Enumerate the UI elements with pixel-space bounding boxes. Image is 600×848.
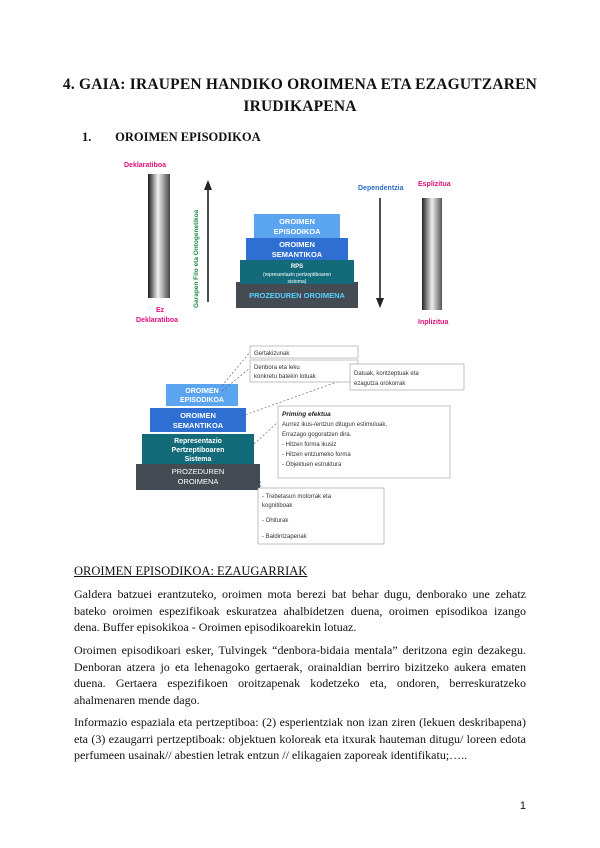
paragraph-1: Galdera batzuei erantzuteko, oroimen mota berezi bat behar dugu, denborako une zehatz bateko oroimen espezifikoak eskuratzea ahalbidetzen duena, oroimen episodikoa izango dena. Buffer episokikoa - Oroimen episodikoarekin lotuaz. [74,587,526,634]
prs-label-3: sistema) [287,279,307,285]
procedural-label-2a: PROZEDUREN [171,467,225,476]
recall-note: Gertakizunak [254,351,290,357]
semantic-label-2: SEMANTIKOA [271,250,323,259]
priming-line-3: - Hitzen forma ikusiz [282,442,337,448]
priming-line-1: Aurrez ikus-/entzun ditugun estimuluak, [282,422,388,428]
facts-note-2: ezagutza orokorrak [354,381,406,387]
context-note-1: Denbora eta leku [254,365,300,371]
skills-line-2: kognitiboak [262,503,293,509]
skills-line-1: - Trebetasun motorrak eta [262,494,332,500]
facts-note-1: Datuak, kontzeptuak eta [354,371,419,377]
non-declarative-label-2: Deklaratiboa [136,317,179,324]
representation-label-2: Pertzeptiboaren [171,447,225,454]
non-declarative-label-1: Ez [156,307,165,314]
chapter-title: 4. GAIA: IRAUPEN HANDIKO OROIMENA ETA EZAGUTZAREN IRUDIKAPENA [62,76,538,115]
representation-label-1: Representazio [174,438,222,445]
representation-label-3: Sistema [184,456,212,463]
semantic-label-2b: SEMANTIKOA [172,421,224,430]
skills-line-4: - Baldintzapenak [262,534,307,540]
semantic-label-2a: OROIMEN [180,411,216,420]
explicit-gradient-bar [422,198,442,310]
memory-annotations-diagram [118,336,470,546]
episodic-label-1: OROIMEN [279,217,315,226]
development-axis-label: Garapen Filo eta Ontogenetikoa [193,209,200,308]
episodic-label-2b: EPISODIKOA [180,397,224,404]
priming-line-2: Errazago gogoratzen dira. [282,432,352,438]
procedural-label-2b: OROIMENA [177,477,219,486]
priming-line-4: - Hitzen entzumeko forma [282,452,351,458]
arrow-up-icon [204,180,212,190]
skills-line-3: - Ohiturak [262,518,289,524]
declarative-gradient-bar [148,174,170,298]
page-number: 1 [519,800,526,812]
explicit-label: Esplizitua [418,181,451,188]
prs-label-1: RPS [290,264,304,270]
memory-hierarchy-diagram [118,152,470,328]
dependency-label: Dependentzia [358,185,404,192]
priming-line-5: - Objektuen estruktura [282,462,342,468]
subheading: OROIMEN EPISODIKOA: EZAUGARRIAK [74,564,308,578]
episodic-label-2a: OROIMEN [185,388,219,395]
memory-hierarchy-figure [118,152,470,328]
arrow-down-icon [376,298,384,308]
semantic-label-1: OROIMEN [279,240,315,249]
memory-annotations-figure [118,336,470,546]
context-note-2: konkretu batekin lotuak [254,374,316,380]
paragraph-2: Oroimen episodikoari esker, Tulvingek “denbora-bidaia mentala” deritzona egin dezakegu. Denboran atzera jo eta lehenagoko gertaerak, orainaldian berriro bizitzeko aukera ematen duena. Gertaera espezifikoen oroitzapenak kodetzeko eta, ondoren, berreskuratzeko ahalmenaren mende dago. [74,643,526,707]
paragraph-3: Informazio espaziala eta pertzeptiboa: (2) esperientziak non izan ziren (lekuen deskribapena) eta (3) ezaugarri pertzeptiboak: objektuen koloreak eta itxurak hauteman ditugu/ loreen edota perfumeen usainak// abestien letrak entzun // elikagaien zaporeak identifikatu;….. [74,715,526,762]
section-title: OROIMEN EPISODIKOA [115,130,261,144]
episodic-label-2: EPISODIKOA [273,227,321,236]
implicit-label: Inplizitua [418,319,449,326]
priming-title: Priming efektua [282,411,331,418]
prs-label-2: (representazio pertzeptiboaren [262,272,332,278]
section-number: 1. [82,130,92,144]
section-heading [82,130,261,145]
procedural-label: PROZEDUREN OROIMENA [249,291,345,300]
declarative-label: Deklaratiboa [124,162,167,169]
